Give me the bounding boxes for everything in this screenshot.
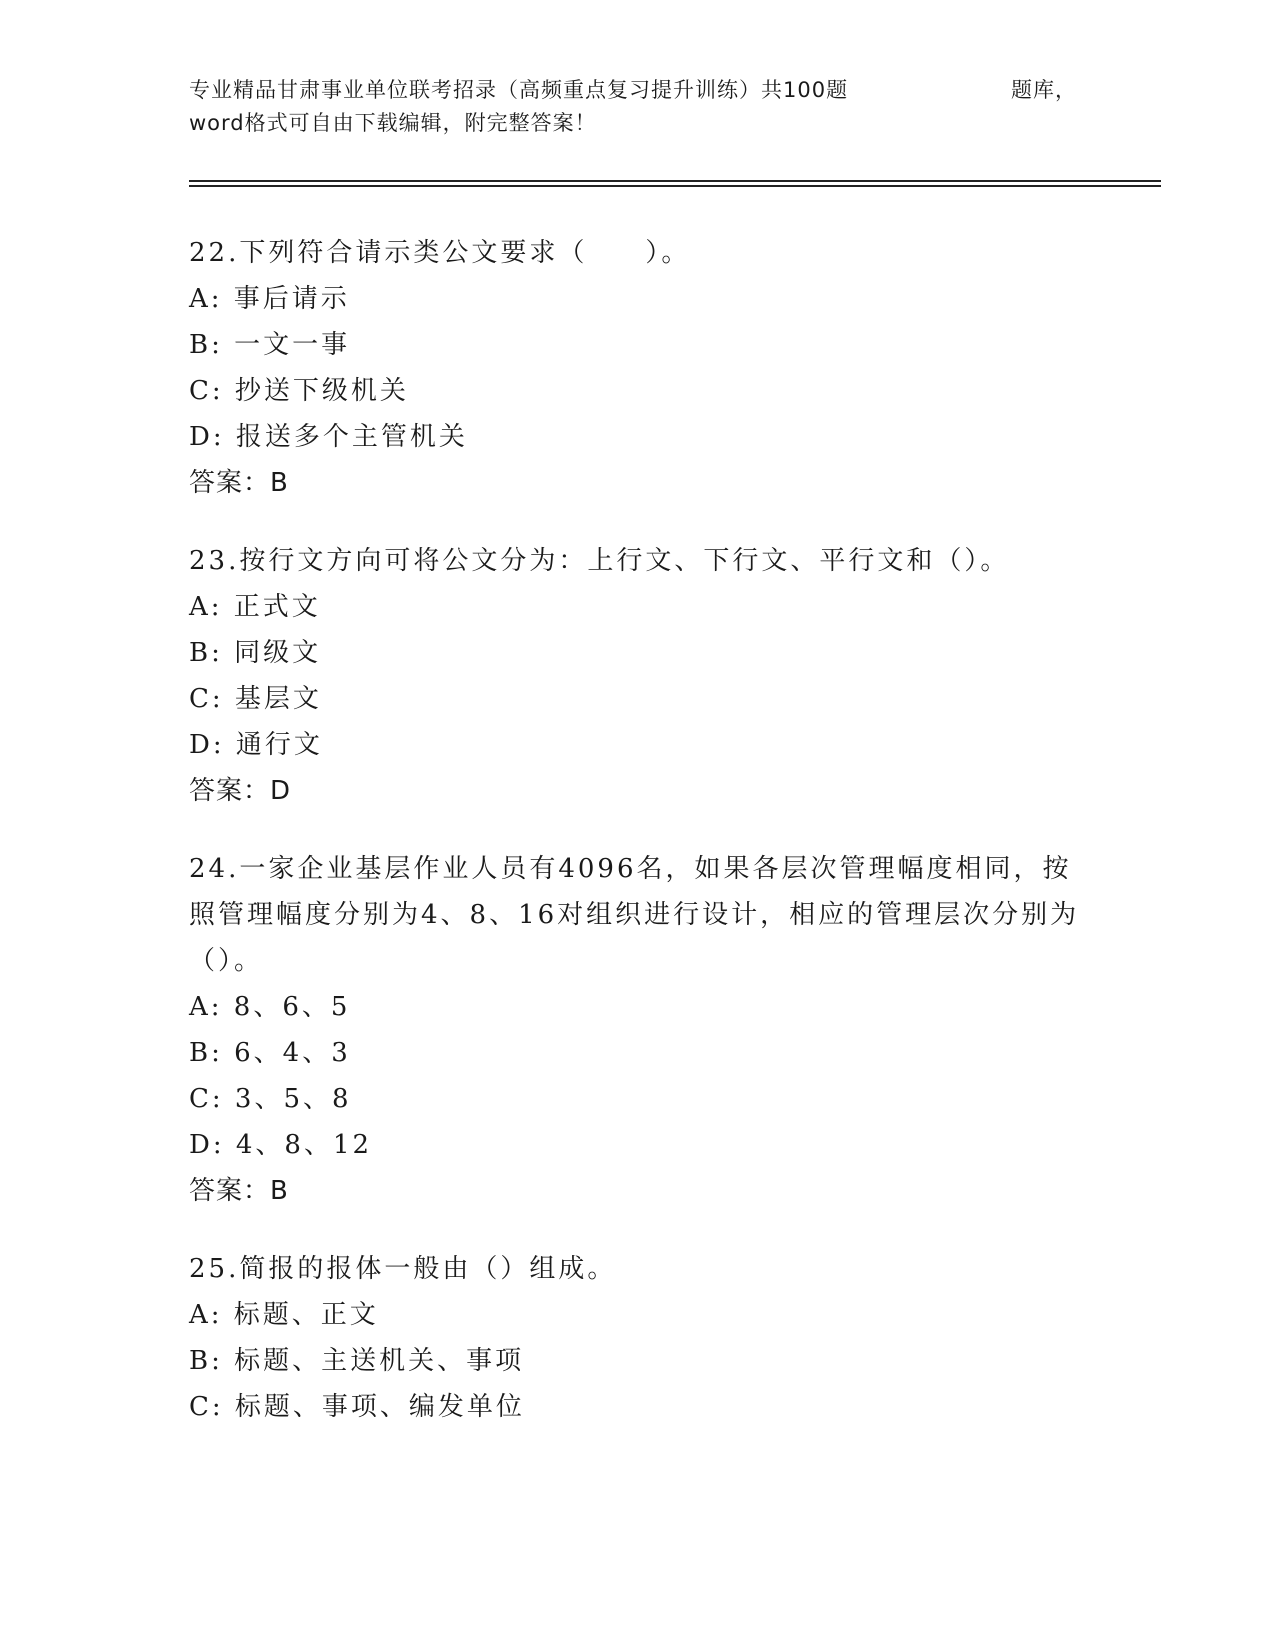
answer-label: 答案：B: [189, 1176, 289, 1206]
header-divider-bottom: [189, 185, 1161, 187]
question-25: [189, 1246, 1089, 1430]
header-line-1: [189, 74, 1089, 107]
option-c: C: 抄送下级机关: [189, 376, 409, 406]
question-22: [189, 230, 1089, 506]
header-divider-top: [189, 180, 1161, 182]
option-c: C: 标题、事项、编发单位: [189, 1392, 525, 1422]
option-d: D: 4、8、12: [189, 1130, 373, 1160]
option-a: A: 标题、正文: [189, 1300, 379, 1330]
question-stem: 22.下列符合请示类公文要求（ ）。: [189, 238, 691, 268]
option-b: B: 一文一事: [189, 330, 351, 360]
answer-label: 答案：B: [189, 468, 289, 498]
question-24: [189, 846, 1089, 1214]
option-b: B: 6、4、3: [189, 1038, 351, 1068]
option-b: B: 同级文: [189, 638, 322, 668]
answer-label: 答案：D: [189, 776, 292, 806]
option-a: A: 8、6、5: [189, 992, 351, 1022]
header-line-2: word格式可自由下载编辑，附完整答案！: [189, 111, 597, 135]
option-c: C: 3、5、8: [189, 1084, 352, 1114]
question-stem: 24.一家企业基层作业人员有4096名，如果各层次管理幅度相同，按照管理幅度分别为4、8、16对组织进行设计，相应的管理层次分别为（）。: [189, 854, 1080, 976]
option-b: B: 标题、主送机关、事项: [189, 1346, 525, 1376]
question-stem: 25.简报的报体一般由（）组成。: [189, 1254, 617, 1284]
option-a: A: 事后请示: [189, 284, 350, 314]
question-list: [189, 230, 1089, 1462]
header-title-suffix: 题库，: [1011, 78, 1077, 102]
question-stem: 23.按行文方向可将公文分为：上行文、下行文、平行文和（）。: [189, 546, 1010, 576]
question-23: [189, 538, 1089, 814]
option-a: A: 正式文: [189, 592, 321, 622]
option-c: C: 基层文: [189, 684, 322, 714]
option-d: D: 通行文: [189, 730, 323, 760]
option-d: D: 报送多个主管机关: [189, 422, 468, 452]
document-header: [189, 74, 1089, 140]
header-title: 专业精品甘肃事业单位联考招录（高频重点复习提升训练）共100题: [189, 78, 849, 102]
